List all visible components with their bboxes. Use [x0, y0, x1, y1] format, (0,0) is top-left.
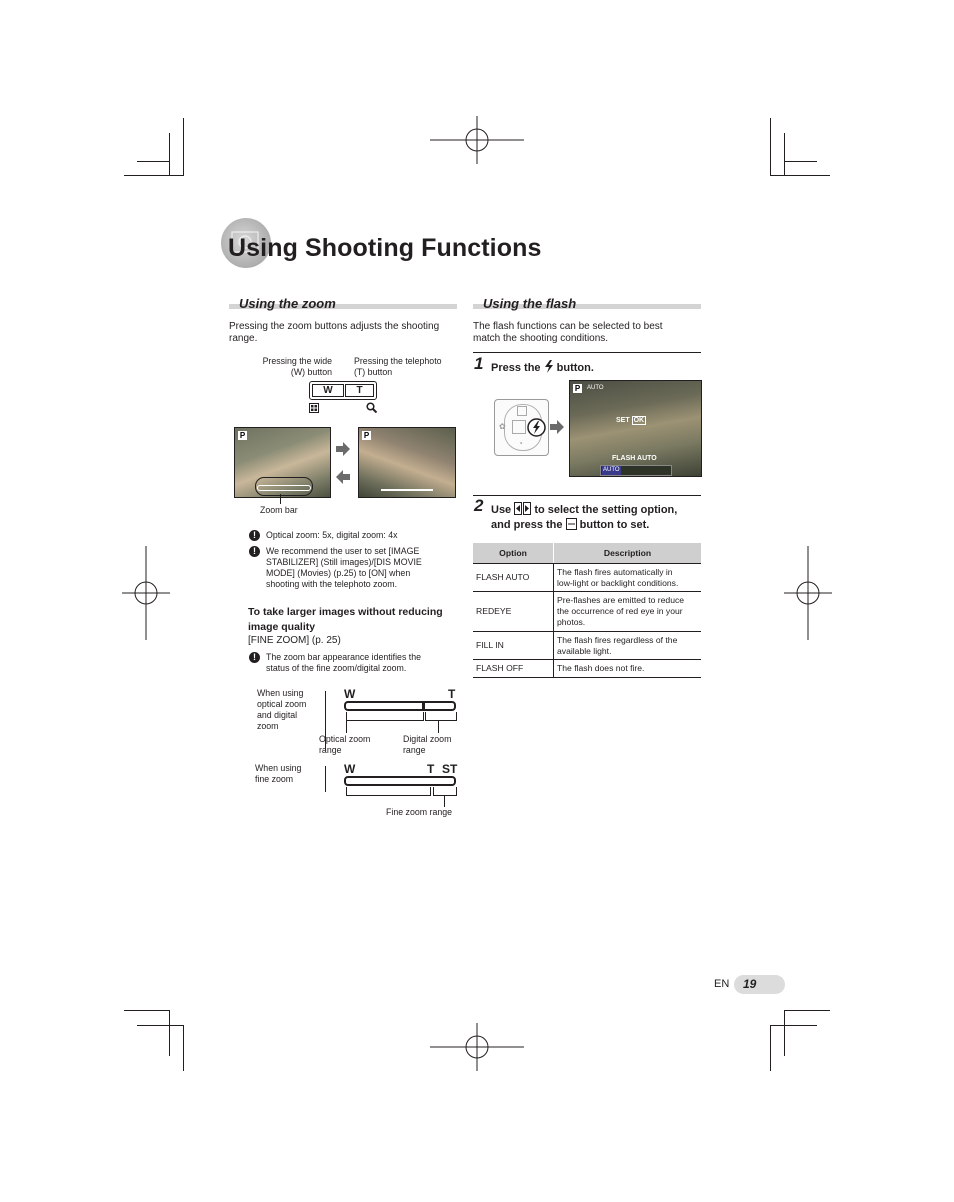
table-row	[473, 632, 701, 660]
zoom-bar-callout	[255, 477, 313, 496]
lcd-set-ok: SET OK	[616, 417, 645, 424]
description-cell: The flash fires regardless of the available light.	[554, 632, 702, 660]
optical-zoom-label: When using optical zoom and digital zoom	[257, 688, 307, 731]
digital-range-bracket	[425, 712, 457, 721]
t-button[interactable]: T	[345, 384, 374, 397]
lcd-tele-view: P	[358, 427, 456, 498]
flash-intro: The flash functions can be selected to best match the shooting conditions.	[473, 321, 663, 344]
caution-icon: !	[249, 652, 260, 663]
fine-range-bracket	[433, 787, 457, 796]
bar-t-label: T	[448, 687, 456, 701]
macro-icon: ✿	[499, 422, 506, 431]
left-right-arrow-icon	[514, 502, 531, 515]
flash-options-table	[473, 543, 701, 678]
divider	[473, 352, 701, 353]
bar-w-label: W	[344, 687, 356, 701]
step-1-text: Press the button.	[491, 362, 594, 374]
note-zoom-bar-status: The zoom bar appearance identifies the status of the fine zoom/digital zoom.	[266, 652, 422, 673]
caution-icon: !	[249, 530, 260, 541]
magnify-icon	[366, 402, 377, 413]
registration-mark-right	[784, 546, 832, 640]
lcd-flash-menu: P AUTO SET OK FLASH AUTO AUTO	[569, 380, 702, 477]
bar-st-label: ST	[442, 762, 458, 776]
note-image-stabilizer: We recommend the user to set [IMAGE STABILIZER] (Still images)/[DIS MOVIE MODE] (Movies) (p.25) to [ON] when shooting with the telephoto zoom.	[266, 546, 422, 589]
digital-range-label: Digital zoom range	[403, 734, 452, 755]
note-optical-zoom: Optical zoom: 5x, digital zoom: 4x	[266, 530, 398, 540]
self-timer-icon: ◔	[518, 439, 523, 448]
fine-range-label: Fine zoom range	[386, 807, 453, 817]
flash-button-highlight[interactable]	[527, 418, 546, 437]
lcd-auto-label: AUTO	[587, 385, 604, 391]
bar-t-label-fine: T	[427, 762, 435, 776]
flash-icon	[544, 360, 554, 373]
flash-section-heading: Using the flash	[473, 296, 701, 314]
description-cell: Pre-flashes are emitted to reduce the occurrence of red eye in your photos.	[554, 592, 702, 632]
arrow-right-icon	[550, 420, 564, 434]
registration-mark-top	[430, 116, 524, 164]
page-number: 19	[743, 977, 757, 991]
language-label: EN	[714, 978, 730, 990]
optical-range-bracket	[346, 712, 424, 721]
lcd-flash-options: AUTO	[600, 465, 672, 476]
fine-bracket-line	[325, 766, 334, 792]
ok-func-button[interactable]	[512, 420, 526, 434]
fine-zoom-bar	[344, 776, 456, 786]
zoom-section-heading: Using the zoom	[229, 296, 457, 314]
fine-zoom-label: When using fine zoom	[255, 763, 302, 784]
arrow-left-icon	[336, 470, 350, 484]
step-1-number: 1	[474, 354, 484, 373]
zoom-intro: Pressing the zoom buttons adjusts the shooting range.	[229, 321, 440, 344]
option-cell: REDEYE	[473, 592, 554, 632]
fine-zoom-reference: [FINE ZOOM] (p. 25)	[248, 635, 341, 646]
wide-icon	[309, 403, 319, 413]
w-button[interactable]: W	[312, 384, 344, 397]
registration-mark-bottom	[430, 1023, 524, 1071]
table-row	[473, 660, 701, 678]
fine-main-bracket	[346, 787, 431, 796]
description-cell: The flash does not fire.	[554, 660, 702, 678]
optical-zoom-divider	[422, 703, 425, 709]
tele-button-label: Pressing the telephoto (T) button	[354, 356, 442, 377]
table-header-option: Option	[473, 543, 554, 564]
divider	[473, 495, 701, 496]
option-cell: FLASH OFF	[473, 660, 554, 678]
zoom-bar-label: Zoom bar	[260, 505, 298, 515]
lcd-flash-auto: FLASH AUTO	[612, 455, 657, 462]
page-title: Using Shooting Functions	[228, 234, 542, 262]
zoom-bar-leader	[280, 494, 281, 504]
optical-zoom-bar	[344, 701, 456, 711]
lcd-wide-view: P	[234, 427, 331, 498]
option-cell: FILL IN	[473, 632, 554, 660]
registration-mark-left	[122, 546, 170, 640]
table-header-description: Description	[554, 543, 702, 564]
table-row	[473, 564, 701, 592]
optical-range-label: Optical zoom range	[319, 734, 371, 755]
step-2-text: Use to select the setting option, and press the button to set.	[491, 504, 678, 531]
arrow-right-icon	[336, 442, 350, 456]
bar-w-label-fine: W	[344, 762, 356, 776]
table-row	[473, 592, 701, 632]
ok-button-icon	[566, 518, 577, 530]
caution-icon: !	[249, 546, 260, 557]
description-cell: The flash fires automatically in low-light or backlight conditions.	[554, 564, 702, 592]
exposure-icon	[517, 406, 527, 416]
page-number-badge	[734, 975, 785, 994]
zoom-buttons	[309, 381, 377, 400]
step-2-number: 2	[474, 496, 484, 515]
option-cell: FLASH AUTO	[473, 564, 554, 592]
camera-control-pad	[494, 399, 549, 456]
wide-button-label: Pressing the wide (W) button	[262, 356, 332, 377]
fine-zoom-subheading: To take larger images without reducing image quality	[248, 606, 443, 633]
